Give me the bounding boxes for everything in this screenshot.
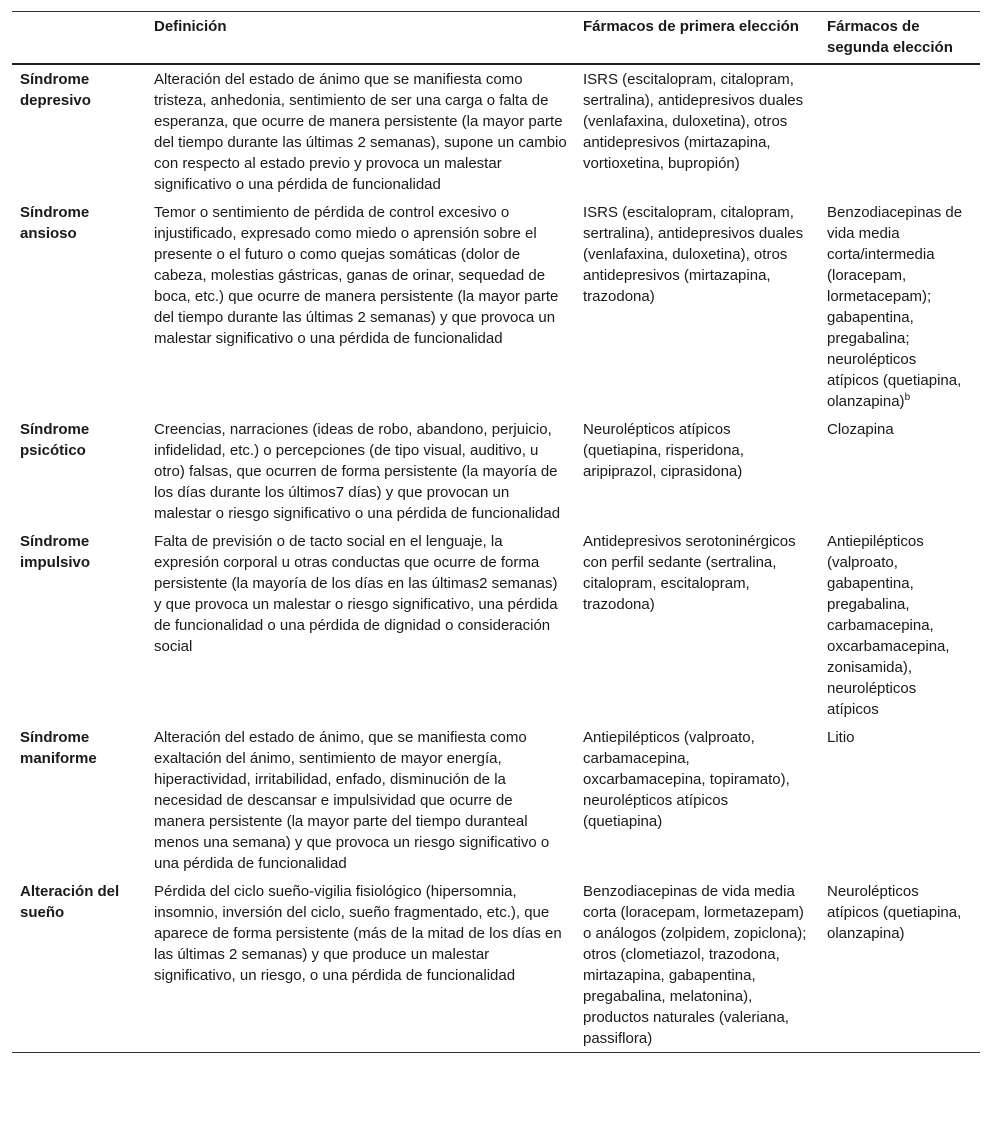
syndrome-name [12, 198, 146, 415]
table-row [12, 415, 980, 527]
second-choice-cell-text: Neurolépticos atípicos (quetiapina, olanzapina) [827, 883, 962, 942]
first-choice-cell [575, 64, 819, 198]
syndrome-name [12, 877, 146, 1053]
second-choice-cell-text: Antiepilépticos (valproato, gabapentina, pregabalina, carbamacepina, oxcarbamacepina, zonisamida), neurolépticos atípicos [827, 533, 950, 718]
second-choice-cell [819, 64, 980, 198]
syndrome-name [12, 723, 146, 877]
definition-cell-text: Pérdida del ciclo sueño-vigilia fisiológico (hipersomnia, insomnio, inversión del ciclo, sueño fragmentado, etc.), que aparece de forma persistente (más de la mitad de los días en las últimas 2 semanas) y que produce un malestar significativo, un riesgo, o una pérdida de funcionalidad [154, 883, 562, 984]
second-choice-cell [819, 198, 980, 415]
table-row [12, 198, 980, 415]
table-row [12, 64, 980, 198]
definition-cell-text: Alteración del estado de ánimo, que se manifiesta como exaltación del ánimo, sentimiento de mayor energía, hiperactividad, irritabilidad, enfado, disminución de la necesidad de descansar e impulsividad que ocurre de manera persistente (la mayor parte del tiempo duranteal menos una semana) y que provoca un riesgo significativo o una pérdida de funcionalidad [154, 729, 550, 872]
definition-cell [146, 64, 575, 198]
definition-cell [146, 527, 575, 723]
syndrome-name-text: Síndrome depresivo [20, 71, 91, 109]
second-choice-cell [819, 723, 980, 877]
footnote-marker: b [904, 392, 911, 403]
definition-cell-text: Temor o sentimiento de pérdida de control excesivo o injustificado, expresado como miedo o aprensión sobre el presente o el futuro o como quejas somáticas (dolor de cabeza, molestias gástricas, ganas de orinar, sequedad de boca, etc.) que ocurre de manera persistente (la mayor parte del tiempo durante las últimas 2 semanas) y que provoca un malestar significativo o una pérdida de funcionalidad [154, 204, 559, 347]
first-choice-cell-text: Antiepilépticos (valproato, carbamacepina, oxcarbamacepina, topiramato), neurolépticos atípicos (quetiapina) [583, 729, 790, 830]
second-choice-cell-text: Benzodiacepinas de vida media corta/intermedia (loracepam, lormetacepam); gabapentina, pregabalina; neurolépticos atípicos (quetiapina, olanzapina) [827, 204, 963, 410]
definition-cell-text: Alteración del estado de ánimo que se manifiesta como tristeza, anhedonia, sentimiento de ser una carga o falta de esperanza, que ocurre de manera persistente (la mayor parte del tiempo durante las últimas 2 semanas), supone un cambio con respecto al estado previo y provoca un malestar significativo o una pérdida de funcionalidad [154, 71, 567, 193]
header-second-choice: Fármacos de segunda elección [827, 18, 953, 56]
first-choice-cell-text: Neurolépticos atípicos (quetiapina, risperidona, aripiprazol, ciprasidona) [583, 421, 744, 480]
header-empty [12, 12, 146, 65]
second-choice-cell-text: Clozapina [827, 421, 894, 438]
table-row [12, 527, 980, 723]
definition-cell [146, 198, 575, 415]
header-definition: Definición [154, 18, 227, 35]
first-choice-cell [575, 527, 819, 723]
definition-cell-text: Creencias, narraciones (ideas de robo, abandono, perjuicio, infidelidad, etc.) o percepciones (de tipo visual, auditivo, u otro) falsas, que ocurren de forma persistente (la mayoría de los días durante los últimos7 días) y que provocan un malestar o riesgo significativo o una pérdida de funcionalidad [154, 421, 561, 522]
syndrome-name [12, 415, 146, 527]
definition-cell [146, 723, 575, 877]
first-choice-cell-text: Antidepresivos serotoninérgicos con perfil sedante (sertralina, citalopram, escitalopram, trazodona) [583, 533, 796, 613]
syndrome-name [12, 527, 146, 723]
syndrome-name-text: Síndrome impulsivo [20, 533, 91, 571]
definition-cell-text: Falta de previsión o de tacto social en el lenguaje, la expresión corporal u otras conductas que ocurre de forma persistente (la mayoría de los días en las últimas2 semanas) y que provoca un malestar o riesgo significativo, una pérdida de funcionalidad o una pérdida de dignidad o consideración social [154, 533, 558, 655]
first-choice-cell-text: ISRS (escitalopram, citalopram, sertralina), antidepresivos duales (venlafaxina, duloxetina), otros antidepresivos (mirtazapina, vortioxetina, bupropión) [583, 71, 804, 172]
definition-cell [146, 415, 575, 527]
first-choice-cell [575, 877, 819, 1053]
syndrome-name-text: Alteración del sueño [20, 883, 120, 921]
second-choice-cell [819, 877, 980, 1053]
syndrome-name-text: Síndrome maniforme [20, 729, 97, 767]
header-row [12, 12, 980, 65]
second-choice-cell-text: Litio [827, 729, 855, 746]
first-choice-cell [575, 198, 819, 415]
first-choice-cell-text: Benzodiacepinas de vida media corta (loracepam, lormetazepam) o análogos (zolpidem, zopiclona); otros (clometiazol, trazodona, mirtazapina, gabapentina, pregabalina, melatonina), productos naturales (valeriana, passiflora) [583, 883, 807, 1047]
second-choice-cell [819, 527, 980, 723]
table-row [12, 723, 980, 877]
header-first-choice: Fármacos de primera elección [583, 18, 799, 35]
first-choice-cell [575, 723, 819, 877]
syndrome-name-text: Síndrome psicótico [20, 421, 90, 459]
second-choice-cell [819, 415, 980, 527]
syndrome-name [12, 64, 146, 198]
syndrome-drug-table [12, 11, 980, 1053]
first-choice-cell-text: ISRS (escitalopram, citalopram, sertralina), antidepresivos duales (venlafaxina, duloxetina), otros antidepresivos (mirtazapina, trazodona) [583, 204, 804, 305]
first-choice-cell [575, 415, 819, 527]
definition-cell [146, 877, 575, 1053]
syndrome-name-text: Síndrome ansioso [20, 204, 90, 242]
table-row [12, 877, 980, 1053]
